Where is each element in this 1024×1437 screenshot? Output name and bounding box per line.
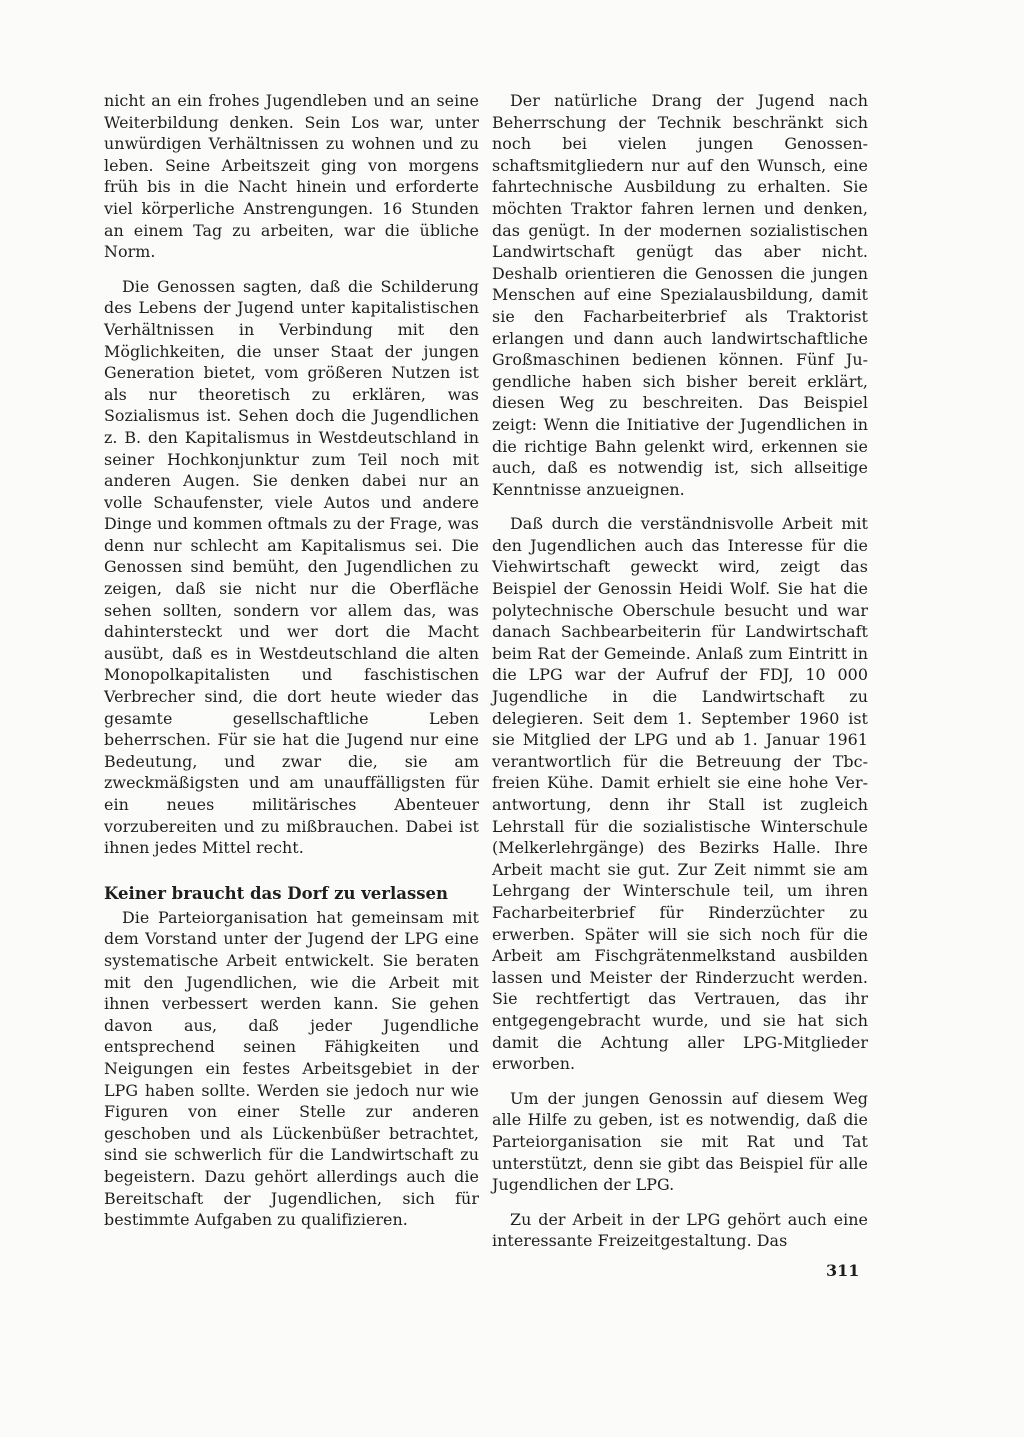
paragraph: Zu der Arbeit in der LPG gehört auch eine interessante Freizeitgestaltung. Das [492,1209,868,1251]
section-heading: Keiner braucht das Dorf zu verlassen [104,883,449,903]
page-number: 311 [826,1261,860,1280]
paragraph: Daß durch die verständnisvolle Arbeit mit den Jugendlichen auch das Interesse für die Viehwirtschaft geweckt wird, zeigt das Beispiel der Genossin Heidi Wolf. Sie hat die polytechnische Oberschule besucht und war danach Sachbearbeiterin für Landwirtschaft beim Rat der Gemeinde. Anlaß zum Eintritt in die LPG war der Aufruf der FDJ, 10 000 Jugendliche in die Landwirtschaft zu delegieren. Seit dem 1. September 1960 ist sie Mitglied der LPG und ab 1. Januar 1961 verantwortlich für die Betreuung der Tbc-freien Kühe. Damit erhielt sie eine hohe Verantwortung, denn ihr Stall ist zugleich Lehrstall für die sozialistische Winterschule (Melkerlehrgänge) des Bezirks Halle. Ihre Arbeit macht sie gut. Zur Zeit nimmt sie am Lehrgang der Winterschule teil, um ihren Facharbeiterbrief für Rinderzüchter zu erwerben. Später will sie sich noch für die Arbeit am Fischgrätenmelkstand ausbilden lassen und Meister der Rinderzucht werden. Sie rechtfertigt das Vertrauen, das ihr entgegengebracht wurde, und sie hat sich damit die Achtung aller LPG-Mitglieder erworben. [492,514,868,1074]
paragraph: Die Genossen sagten, daß die Schilderung des Lebens der Jugend unter kapitalistischen Verhältnissen in Verbindung mit den Möglichkeiten, die unser Staat der jungen Generation bietet, vom größeren Nutzen ist als nur theoretisch zu erklären, was Sozialismus ist. Sehen doch die Jugendlichen z. B. den Kapitalismus in Westdeutschland in seiner Hochkonjunktur zum Teil noch mit anderen Augen. Sie denken dabei nur an volle Schaufenster, viele Autos und andere Dinge und kommen oftmals zu der Frage, was denn nur schlecht am Kapitalismus sei. Die Genossen sind bemüht, den Jugendlichen zu zeigen, daß sie nicht nur die Oberfläche sehen sollten, sondern vor allem das, was dahintersteckt und wer dort die Macht ausübt, daß es in Westdeutschland die alten Monopolkapitalisten und faschistischen Verbrecher sind, die dort heute wieder das gesamte gesellschaftliche Leben beherrschen. Für sie hat die Jugend nur eine Bedeutung, und zwar die, sie am zweckmäßigsten und am unauffälligsten für ein neues militärisches Abenteuer vorzubereiten und zu mißbrauchen. Dabei ist ihnen jedes Mittel recht. [104,276,479,858]
left-column [104,90,479,1231]
paragraph: Der natürliche Drang der Jugend nach Beherrschung der Technik beschränkt sich noch bei vielen jungen Genossenschaftsmitgliedern nur auf den Wunsch, eine fahrtechnische Ausbildung zu erhalten. Sie möchten Traktor fahren lernen und denken, das genügt. In der modernen sozialistischen Landwirtschaft genügt das aber nicht. Deshalb orientieren die Genossen die jungen Menschen auf eine Spezialausbildung, damit sie den Facharbeiterbrief als Traktorist erlangen und dann auch landwirtschaftliche Großmaschinen bedienen können. Fünf Jugendliche haben sich bisher bereit erklärt, diesen Weg zu beschreiten. Das Beispiel zeigt: Wenn die Initiative der Jugendlichen in die richtige Bahn gelenkt wird, erkennen sie auch, daß es notwendig ist, sich allseitige Kenntnisse anzueignen. [492,91,868,499]
right-column [492,90,868,1252]
paragraph: Die Parteiorganisation hat gemeinsam mit dem Vorstand unter der Jugend der LPG eine systematische Arbeit entwickelt. Sie beraten mit den Jugendlichen, wie die Arbeit mit ihnen verbessert werden kann. Sie gehen davon aus, daß jeder Jugendliche entsprechend seinen Fähigkeiten und Neigungen ein festes Arbeitsgebiet in der LPG haben sollte. Werden sie jedoch nur wie Figuren von einer Stelle zur anderen geschoben und als Lückenbüßer betrachtet, sind sie schwerlich für die Landwirtschaft zu begeistern. Dazu gehört allerdings auch die Bereitschaft der Jugendlichen, sich für bestimmte Aufgaben zu qualifizieren. [104,907,479,1230]
paragraph: nicht an ein frohes Jugendleben und an seine Weiterbildung denken. Sein Los war, unter unwürdigen Verhältnissen zu wohnen und zu leben. Seine Arbeitszeit ging von morgens früh bis in die Nacht hinein und erforderte viel körperliche Anstrengungen. 16 Stunden an einem Tag zu arbeiten, war die übliche Norm. [104,91,479,262]
paragraph: Um der jungen Genossin auf diesem Weg alle Hilfe zu geben, ist es notwendig, daß die Parteiorganisation sie mit Rat und Tat unterstützt, denn sie gibt das Beispiel für alle Jugendlichen der LPG. [492,1088,868,1195]
